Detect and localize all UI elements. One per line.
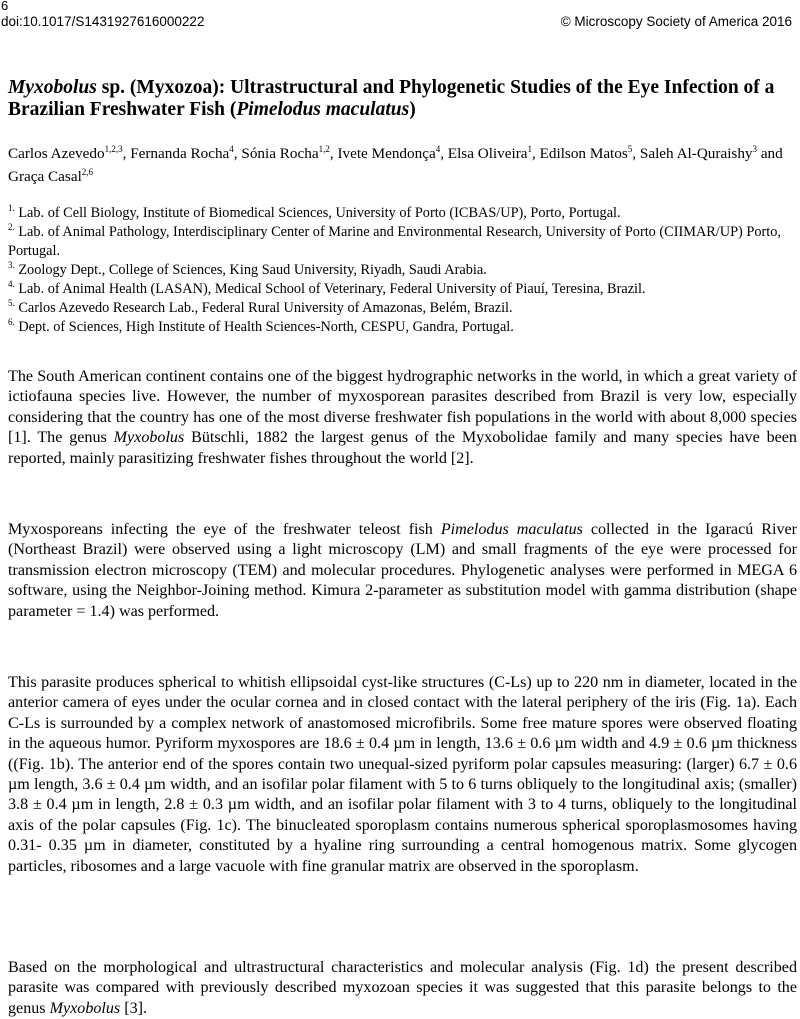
page-number: 6 — [1, 0, 9, 13]
affiliation: $^{4.}$ Lab. of Animal Health (LASAN), Medical School of Veterinary, Federal University of Piauí, Teresina, Brazil. — [8, 279, 646, 297]
author: Graça Casal$^{2,6}$ — [8, 167, 94, 185]
body-paragraph-3: This parasite produces spherical to whitish ellipsoidal cyst-like structures (C-Ls) up to 220 nm in diameter, located in the anterior camera of eyes under the ocular cornea and in closed contact with the lateral periphery of the iris (Fig. 1a). Each C-Ls is surrounded by a complex network of anastomosed microfibrils. Some free mature spores were observed floating in the aqueous humor. Pyriform myxospores are 18.6 ± 0.4 µm in length, 13.6 ± 0.6 µm width and 4.9 ± 0.6 µm thickness ((Fig. 1b). The anterior end of the spores contain two unequal-sized pyriform polar capsules measuring: (larger) 6.7 ± 0.6 µm length, 3.6 ± 0.4 µm width, and an isofilar polar filament with 5 to 6 turns obliquely to the longitudinal axis; (smaller) 3.8 ± 0.4 µm in length, 2.8 ± 0.3 µm width, and an isofilar polar filament with 3 to 4 turns, obliquely to the longitudinal axis of the polar capsules (Fig. 1c). The binucleated sporoplasm contains numerous spherical sporoplasmosomes having 0.31- 0.35 µm in diameter, constituted by a hyaline ring surrounding a central homogenous matrix. Some glycogen particles, ribosomes and a large vacuole with fine granular matrix are observed in the sporoplasm. — [8, 674, 797, 875]
paper-title — [8, 77, 798, 121]
affiliation-list — [8, 204, 800, 337]
author-list — [8, 142, 796, 188]
author: Elsa Oliveira$^1$, — [447, 144, 540, 162]
body-paragraph-1: The South American continent contains one of the biggest hydrographic networks in the world, in which a great variety of ictiofauna species live. However, the number of myxosporean parasites described from Brazil is very low, especially considering that the country has one of the most diverse freshwater fish populations in the world with about 8,000 species [1]. The genus Myxobolus Bütschli, 1882 the largest genus of the Myxobolidae family and many species have been reported, mainly parasitizing freshwater fishes throughout the world [2]. — [8, 368, 797, 467]
body-paragraph-4: Based on the morphological and ultrastructural characteristics and molecular analysis (Fig. 1d) the present described parasite was compared with previously described myxozoan species it was suggested that this parasite belongs to the genus Myxobolus [3]. — [8, 959, 797, 1017]
body-paragraph-2: Myxosporeans infecting the eye of the freshwater teleost fish Pimelodus maculatus collected in the Igaracú River (Northeast Brazil) were observed using a light microscopy (LM) and small fragments of the eye were processed for transmission electron microscopy (TEM) and molecular procedures. Phylogenetic analyses were performed in MEGA 6 software, using the Neighbor-Joining method. Kimura 2-parameter as substitution model with gamma distribution (shape parameter = 1.4) was performed. — [8, 521, 797, 620]
affiliation: $^{2.}$ Lab. of Animal Pathology, Interdisciplinary Center of Marine and Environmental Research, University of Porto (CIIMAR/UP) Porto, Portugal. — [8, 222, 781, 259]
title-species: Pimelodus maculatus — [236, 99, 410, 120]
copyright: © Microscopy Society of America 2016 — [560, 14, 792, 29]
author: Edilson Matos$^5$, — [539, 144, 640, 162]
author: Saleh Al-Quraishy$^3$ and — [639, 144, 783, 162]
author: Carlos Azevedo$^{1,2,3}$, — [8, 144, 131, 162]
author: Ivete Mendonça$^4$, — [337, 144, 448, 162]
affiliation: $^{1.}$ Lab. of Cell Biology, Institute of Biomedical Sciences, University of Porto (ICBAS/UP), Porto, Portugal. — [8, 203, 621, 221]
affiliation: $^{6.}$ Dept. of Sciences, High Institute of Health Sciences-North, CESPU, Gandra, Portugal. — [8, 317, 514, 335]
title-genus: Myxobolus — [8, 77, 97, 98]
affiliation: $^{5.}$ Carlos Azevedo Research Lab., Federal Rural University of Amazonas, Belém, Brazil. — [8, 298, 513, 316]
title-close: ) — [409, 99, 416, 120]
author: Sónia Rocha$^{1,2}$, — [241, 144, 338, 162]
doi: doi:10.1017/S1431927616000222 — [1, 14, 205, 29]
affiliation: $^{3.}$ Zoology Dept., College of Sciences, King Saud University, Riyadh, Saudi Arabia. — [8, 260, 487, 278]
author: Fernanda Rocha$^4$, — [130, 144, 242, 162]
title-text: sp. (Myxozoa): Ultrastructural and Phylogenetic Studies of the Eye Infection of a Brazilian Freshwater Fish ( — [8, 77, 775, 120]
